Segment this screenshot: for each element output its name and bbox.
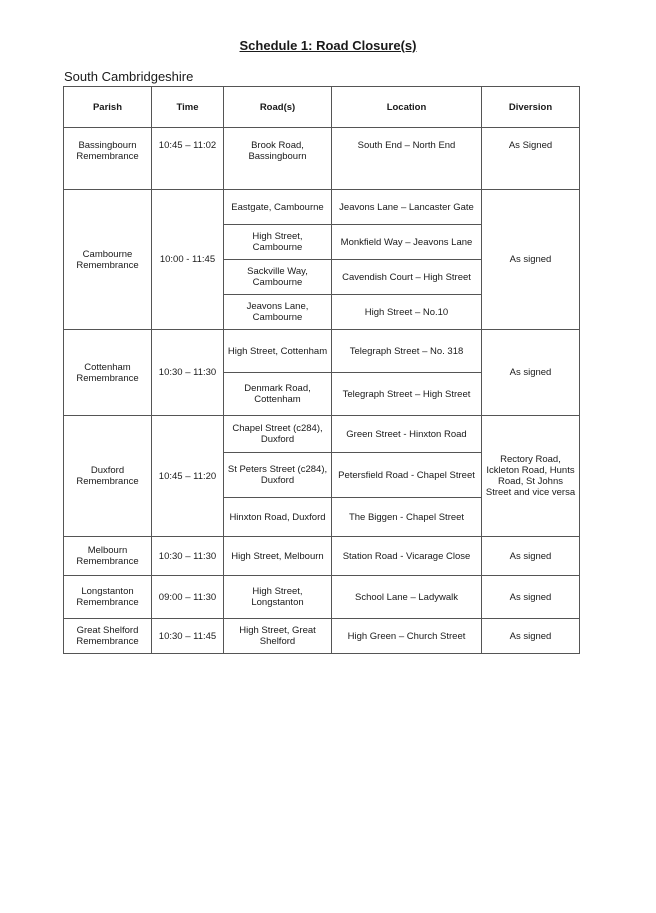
- location-cell: Telegraph Street – No. 318: [332, 330, 482, 373]
- table-row: [64, 190, 580, 225]
- diversion-cell: As signed: [482, 619, 580, 654]
- header-roads: Road(s): [224, 87, 332, 128]
- location-cell: Cavendish Court – High Street: [332, 260, 482, 295]
- header-location: Location: [332, 87, 482, 128]
- time-cell: 10:45 – 11:02: [152, 128, 224, 190]
- header-parish: Parish: [64, 87, 152, 128]
- location-cell: South End – North End: [332, 128, 482, 190]
- road-cell: Eastgate, Cambourne: [224, 190, 332, 225]
- diversion-cell: Rectory Road, Ickleton Road, Hunts Road, St Johns Street and vice versa: [482, 416, 580, 537]
- time-cell: 09:00 – 11:30: [152, 576, 224, 619]
- diversion-cell: As signed: [482, 537, 580, 576]
- time-cell: 10:00 - 11:45: [152, 190, 224, 330]
- table-row: [64, 416, 580, 453]
- parish-cell: Duxford Remembrance: [64, 416, 152, 537]
- parish-cell: Melbourn Remembrance: [64, 537, 152, 576]
- road-cell: High Street, Cambourne: [224, 225, 332, 260]
- parish-cell: Great Shelford Remembrance: [64, 619, 152, 654]
- road-cell: High Street, Cottenham: [224, 330, 332, 373]
- road-cell: St Peters Street (c284), Duxford: [224, 453, 332, 498]
- header-time: Time: [152, 87, 224, 128]
- location-cell: Station Road - Vicarage Close: [332, 537, 482, 576]
- location-cell: High Green – Church Street: [332, 619, 482, 654]
- diversion-cell: As signed: [482, 576, 580, 619]
- parish-cell: Bassingbourn Remembrance: [64, 128, 152, 190]
- diversion-cell: As Signed: [482, 128, 580, 190]
- road-cell: Jeavons Lane, Cambourne: [224, 295, 332, 330]
- table-header-row: [64, 87, 580, 128]
- parish-cell: Longstanton Remembrance: [64, 576, 152, 619]
- parish-cell: Cottenham Remembrance: [64, 330, 152, 416]
- table-row: [64, 128, 580, 190]
- time-cell: 10:45 – 11:20: [152, 416, 224, 537]
- road-cell: High Street, Longstanton: [224, 576, 332, 619]
- location-cell: Petersfield Road - Chapel Street: [332, 453, 482, 498]
- road-cell: Hinxton Road, Duxford: [224, 498, 332, 537]
- location-cell: Jeavons Lane – Lancaster Gate: [332, 190, 482, 225]
- road-closure-table: [63, 86, 580, 654]
- page-title: Schedule 1: Road Closure(s): [239, 38, 417, 53]
- parish-cell: Cambourne Remembrance: [64, 190, 152, 330]
- location-cell: Monkfield Way – Jeavons Lane: [332, 225, 482, 260]
- table-row: [64, 576, 580, 619]
- table-row: [64, 537, 580, 576]
- time-cell: 10:30 – 11:30: [152, 330, 224, 416]
- road-cell: High Street, Great Shelford: [224, 619, 332, 654]
- road-cell: Brook Road, Bassingbourn: [224, 128, 332, 190]
- time-cell: 10:30 – 11:30: [152, 537, 224, 576]
- location-cell: Telegraph Street – High Street: [332, 373, 482, 416]
- table-row: [64, 330, 580, 373]
- road-cell: High Street, Melbourn: [224, 537, 332, 576]
- road-cell: Denmark Road, Cottenham: [224, 373, 332, 416]
- header-diversion: Diversion: [482, 87, 580, 128]
- location-cell: Green Street - Hinxton Road: [332, 416, 482, 453]
- location-cell: The Biggen - Chapel Street: [332, 498, 482, 537]
- diversion-cell: As signed: [482, 330, 580, 416]
- road-cell: Chapel Street (c284), Duxford: [224, 416, 332, 453]
- road-cell: Sackville Way, Cambourne: [224, 260, 332, 295]
- table-row: [64, 619, 580, 654]
- location-cell: High Street – No.10: [332, 295, 482, 330]
- time-cell: 10:30 – 11:45: [152, 619, 224, 654]
- diversion-cell: As signed: [482, 190, 580, 330]
- location-cell: School Lane – Ladywalk: [332, 576, 482, 619]
- region-heading: South Cambridgeshire: [64, 69, 194, 84]
